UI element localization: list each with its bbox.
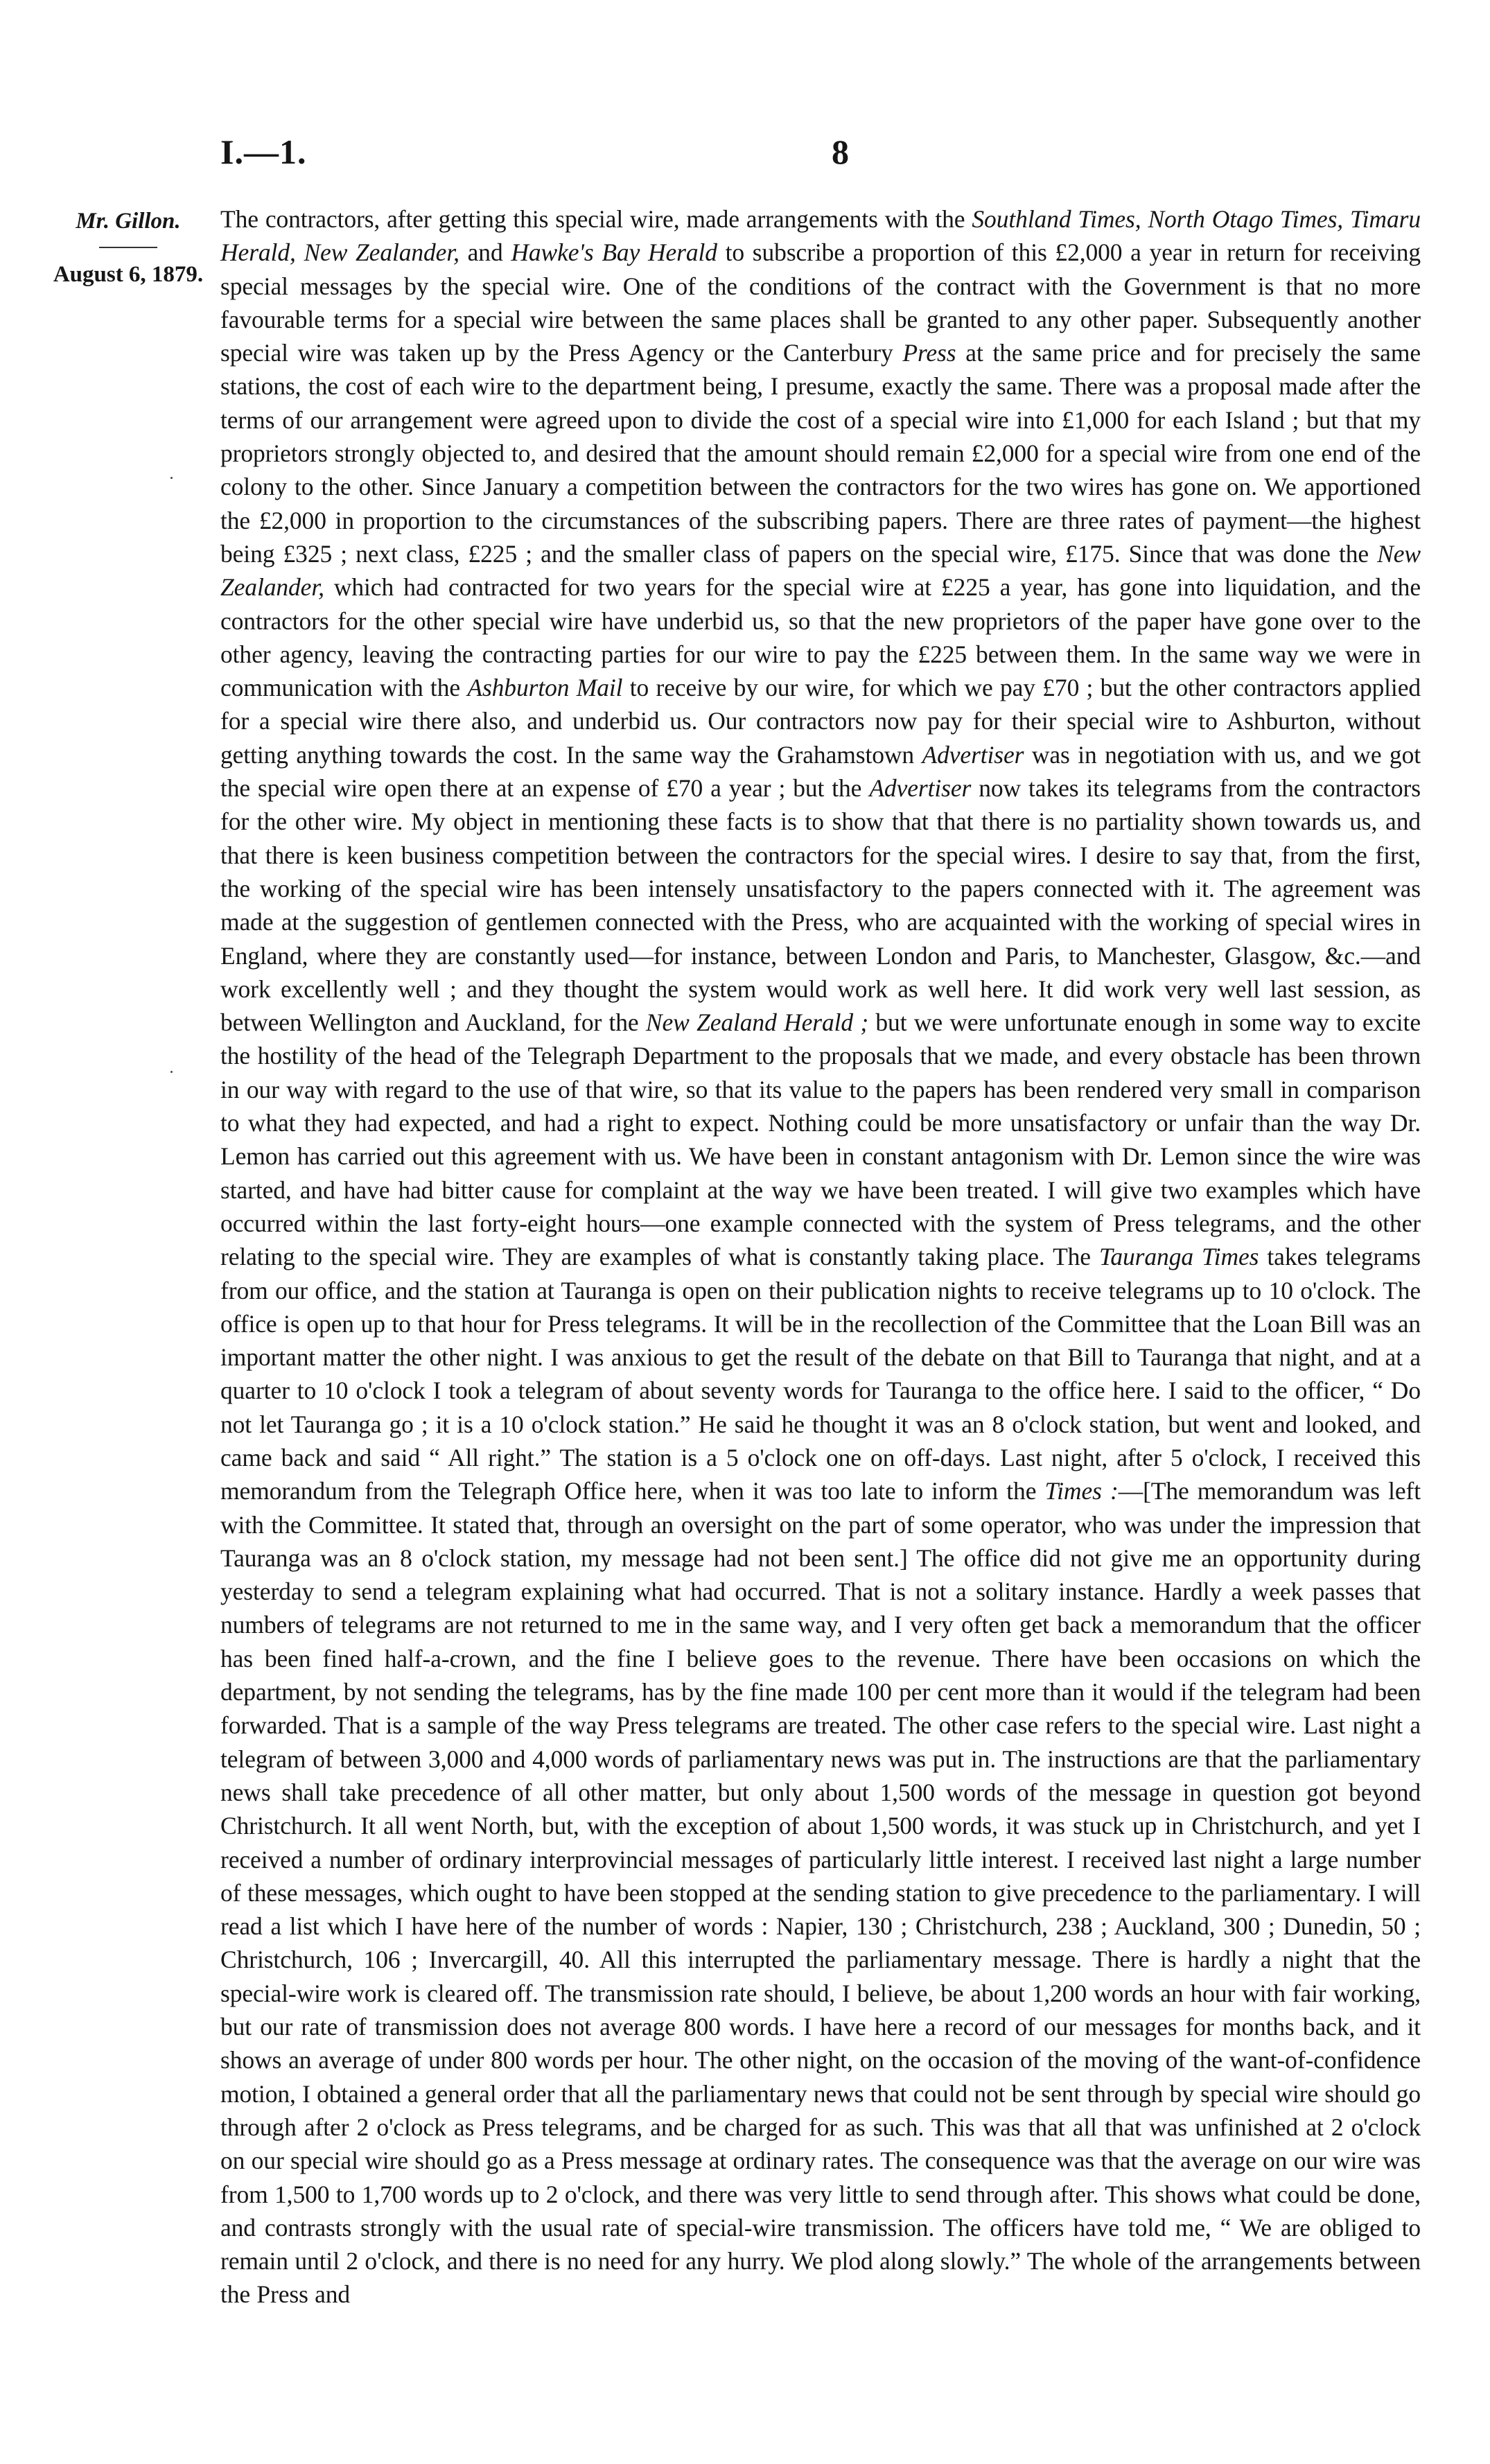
body-text-run: at the same price and for precisely the same stations, the cost of each wire to the department being, I presume, exactly the same. There was a proposal made after the terms of our arrangement were agreed upon to divide the cost of a special wire into £1,000 for each Island ; but that my proprietors strongly objected to, and desired that the amount should remain £2,000 for a special wire from one end of the colony to the other. Since January a competition between the contractors for the two wires has gone on. We apportioned the £2,000 in proportion to the circumstances of the subscribing papers. There are three rates of payment—the highest being £325 ; next class, £225 ; and the smaller class of papers on the special wire, £175. Since that was done the (220, 339, 1421, 568)
body-text-run: to receive by our wire, for which we pay £70 ; but the other contractors applied for a special wire there also, and underbid us. Our contractors now pay for their special wire to Ashburton, without getting anything towards the cost. In the same way the Grahamstown (220, 674, 1421, 769)
margin-mark (170, 477, 173, 479)
italic-title-text: Southland Times, North Otago Times, Timaru Herald, New Zealander, (220, 205, 1421, 267)
italic-title-text: Ashburton Mail (467, 674, 623, 702)
margin-divider (99, 247, 157, 248)
body-text-run: and (459, 238, 511, 267)
body-paragraph (220, 202, 1421, 2312)
speaker-name: Mr. Gillon. (76, 209, 181, 234)
italic-title-text: Hawke's Bay Herald (511, 238, 717, 267)
testimony-date: August 6, 1879. (53, 262, 204, 287)
body-text-run: The contractors, after getting this special wire, made arrangements with the (220, 205, 972, 233)
margin-note (42, 205, 215, 290)
body-text-run: but we were unfortunate enough in some way to excite the hostility of the head of the Telegraph Department to the proposals that we made, and every obstacle has been thrown in our way with regard to the use of that wire, so that its value to the papers has been rendered very small in comparison to what they had expected, and had a right to expect. Nothing could be more unsatisfactory or unfair than the way Dr. Lemon has carried out this agreement with us. We have been in constant antagonism with Dr. Lemon since the wire was started, and have had bitter cause for complaint at the way we have been treated. I will give two examples which have occurred within the last forty-eight hours—one example connected with the system of Press telegrams, and the other relating to the special wire. They are examples of what is constantly taking place. The (220, 1008, 1421, 1271)
body-text-run: to subscribe a proportion of this £2,000 a year in return for receiving special messages by the special wire. One of the conditions of the contract with the Government is that no more favourable terms for a special wire between the same places shall be granted to any other paper. Subsequently another special wire was taken up by the Press Agency or the Canterbury (220, 238, 1421, 367)
testimony-text (220, 202, 1421, 2312)
italic-title-text: New Zealand Herald ; (645, 1008, 869, 1037)
body-text-run: which had contracted for two years for the special wire at £225 a year, has gone into liquidation, and the contractors for the other special wire have underbid us, so that the new proprietors of the paper have gone over to the other agency, leaving the contracting parties for our wire to pay the £225 between them. In the same way we were in communication with the (220, 573, 1421, 702)
body-text-run: —[The memorandum was left with the Committee. It stated that, through an oversight on the part of some operator, who was under the impression that Tauranga was an 8 o'clock station, my message had not been sent.] The office did not give me an opportunity during yesterday to send a telegram explaining what had occurred. That is not a solitary instance. Hardly a week passes that numbers of telegrams are not returned to me in the same way, and I very often get back a memorandum that the officer has been fined half-a-crown, and the fine I believe goes to the revenue. There have been occasions on which the department, by not sending the telegrams, has by the fine made 100 per cent more than it would if the telegram had been forwarded. That is a sample of the way Press telegrams are treated. The other case refers to the special wire. Last night a telegram of between 3,000 and 4,000 words of parliamentary news was put in. The instructions are that the parliamentary news shall take precedence of all other matter, but only about 1,500 words of the message in question got beyond Christchurch. It all went North, but, with the exception of about 1,500 words, it was stuck up in Christchurch, and yet I received a number of ordinary interprovincial messages of particularly little interest. I received last night a large number of these messages, which ought to have been stopped at the sending station to give precedence to the parliamentary. I will read a list which I have here of the number of words : Napier, 130 ; Christchurch, 238 ; Auckland, 300 ; Dunedin, 50 ; Christchurch, 106 ; Invercargill, 40. All this interrupted the parliamentary message. There is hardly a night that the special-wire work is cleared off. The transmission rate should, I believe, be about 1,200 words an hour with fair working, but our rate of transmission does not average 800 words. I have here a record of our messages for months back, and it shows an average of under 800 words per hour. The other night, on the occasion of the moving of the want-of-confidence motion, I obtained a general order that all the parliamentary news that could not be sent through by special wire should go through after 2 o'clock as Press telegrams, and be charged for as such. This was that all that was unfinished at 2 o'clock on our special wire should go as a Press message at ordinary rates. The consequence was that the average on our wire was from 1,500 to 1,700 words up to 2 o'clock, and there was very little to send through after. This shows what could be done, and contrasts strongly with the usual rate of special-wire transmission. The officers have told me, “ We are obliged to remain until 2 o'clock, and there is no need for any hurry. We plod along slowly.” The whole of the arrangements between the Press and (220, 1477, 1421, 2309)
italic-title-text: Tauranga Times (1099, 1243, 1259, 1271)
margin-mark (170, 1071, 173, 1073)
page-number: 8 (832, 132, 849, 171)
page-reference: I.—1. (220, 132, 307, 171)
italic-title-text: New Zealander, (220, 539, 1421, 602)
body-text-run: was in negotiation with us, and we got the special wire open there at an expense of £70 a year ; but the (220, 740, 1421, 803)
page-header (0, 132, 1490, 187)
italic-title-text: Advertiser (922, 740, 1024, 769)
body-text-run: takes telegrams from our office, and the station at Tauranga is open on their publication nights to receive telegrams up to 10 o'clock. The office is open up to that hour for Press telegrams. It will be in the recollection of the Committee that the Loan Bill was an important matter the other night. I was anxious to get the result of the debate on that Bill to Tauranga that night, and at a quarter to 10 o'clock I took a telegram of about seventy words for Tauranga to the office here. I said to the officer, “ Do not let Tauranga go ; it is a 10 o'clock station.” He said he thought it was an 8 o'clock station, but went and looked, and came back and said “ All right.” The station is a 5 o'clock one on off-days. Last night, after 5 o'clock, I received this memorandum from the Telegraph Office here, when it was too late to inform the (220, 1243, 1421, 1505)
italic-title-text: Press (902, 339, 956, 367)
italic-title-text: Times : (1044, 1477, 1119, 1505)
italic-title-text: Advertiser (869, 774, 972, 803)
body-text-run: now takes its telegrams from the contractors for the other wire. My object in mentioning these facts is to show that that there is no partiality shown towards us, and that there is keen business competition between the contractors for the special wires. I desire to say that, from the first, the working of the special wire has been intensely unsatisfactory to the papers connected with it. The agreement was made at the suggestion of gentlemen connected with the Press, who are acquainted with the working of special wires in England, where they are constantly used—for instance, between London and Paris, to Manchester, Glasgow, &c.—and work excellently well ; and they thought the system would work as well here. It did work very well last session, as between Wellington and Auckland, for the (220, 774, 1421, 1037)
